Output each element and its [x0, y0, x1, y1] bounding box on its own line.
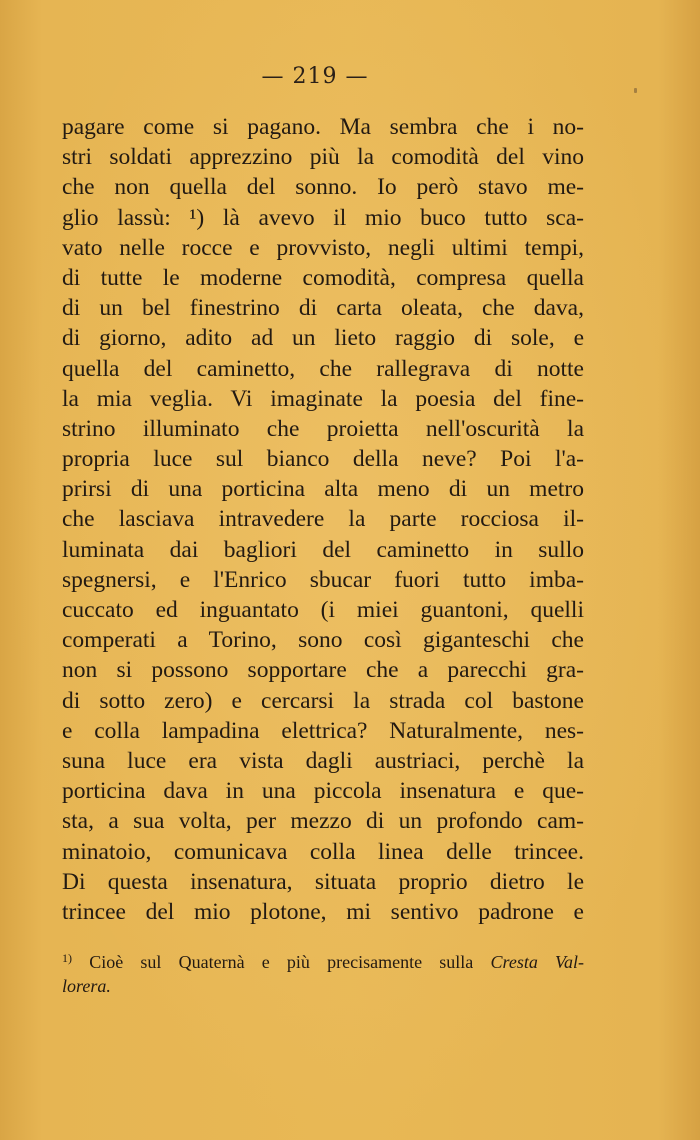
body-line: cuccato ed inguantato (i miei guantoni, quelli	[62, 597, 584, 623]
body-line: e colla lampadina elettrica? Naturalmente, nes-	[62, 717, 584, 744]
body-line: di sotto zero) e cercarsi la strada col bastone	[62, 687, 584, 714]
body-line: trincee del mio plotone, mi sentivo padrone e	[62, 898, 584, 925]
footnote-line-2: lorera.	[62, 976, 111, 996]
body-line: di giorno, adito ad un lieto raggio di sole, e	[62, 325, 584, 352]
body-line: stri soldati apprezzino più la comodità del vino	[62, 144, 584, 171]
body-line: luminata dai bagliori del caminetto in sullo	[62, 536, 584, 563]
footnote-marker: 1)	[62, 951, 72, 965]
body-line: la mia veglia. Vi imaginate la poesia del fine-	[62, 385, 584, 412]
body-line: spegnersi, e l'Enrico sbucar fuori tutto imba-	[62, 566, 584, 593]
body-line: pagare come si pagano. Ma sembra che i no-	[62, 114, 584, 140]
footnote-italic-1: Cresta Val-	[490, 952, 585, 972]
body-line: che non quella del sonno. Io però stavo me-	[62, 174, 584, 201]
body-line: vato nelle rocce e provvisto, negli ultimi tempi,	[62, 234, 584, 261]
body-line: minatoio, comunicava colla linea delle trincee.	[62, 838, 584, 865]
body-line: Di questa insenatura, situata proprio dietro le	[62, 868, 584, 895]
footnote-line-1	[62, 944, 584, 972]
body-line: sta, a sua volta, per mezzo di un profondo cam-	[62, 808, 584, 835]
paper-speck	[634, 88, 637, 93]
body-line: porticina dava in una piccola insenatura e que-	[62, 778, 584, 805]
body-line: non si possono sopportare che a parecchi gra-	[62, 657, 584, 684]
page-number: — 219 —	[261, 64, 369, 89]
body-line: di un bel finestrino di carta oleata, che dava,	[62, 295, 584, 322]
body-line: strino illuminato che proietta nell'oscurità la	[62, 415, 584, 442]
body-line: comperati a Torino, sono così giganteschi che	[62, 627, 584, 654]
body-line: propria luce sul bianco della neve? Poi l'a-	[62, 446, 584, 473]
body-line: quella del caminetto, che rallegrava di notte	[62, 355, 584, 382]
body-line: che lasciava intravedere la parte rocciosa il-	[62, 506, 584, 533]
body-line: di tutte le moderne comodità, compresa quella	[62, 264, 584, 291]
footnote-text: Cioè sul Quaternà e più precisamente sulla	[89, 952, 474, 972]
body-text	[62, 112, 584, 927]
body-line: glio lassù: ¹) là avevo il mio buco tutto sca-	[62, 204, 584, 231]
body-line: prirsi di una porticina alta meno di un metro	[62, 476, 584, 503]
body-line: suna luce era vista dagli austriaci, perchè la	[62, 747, 584, 774]
footnote	[62, 944, 584, 1000]
